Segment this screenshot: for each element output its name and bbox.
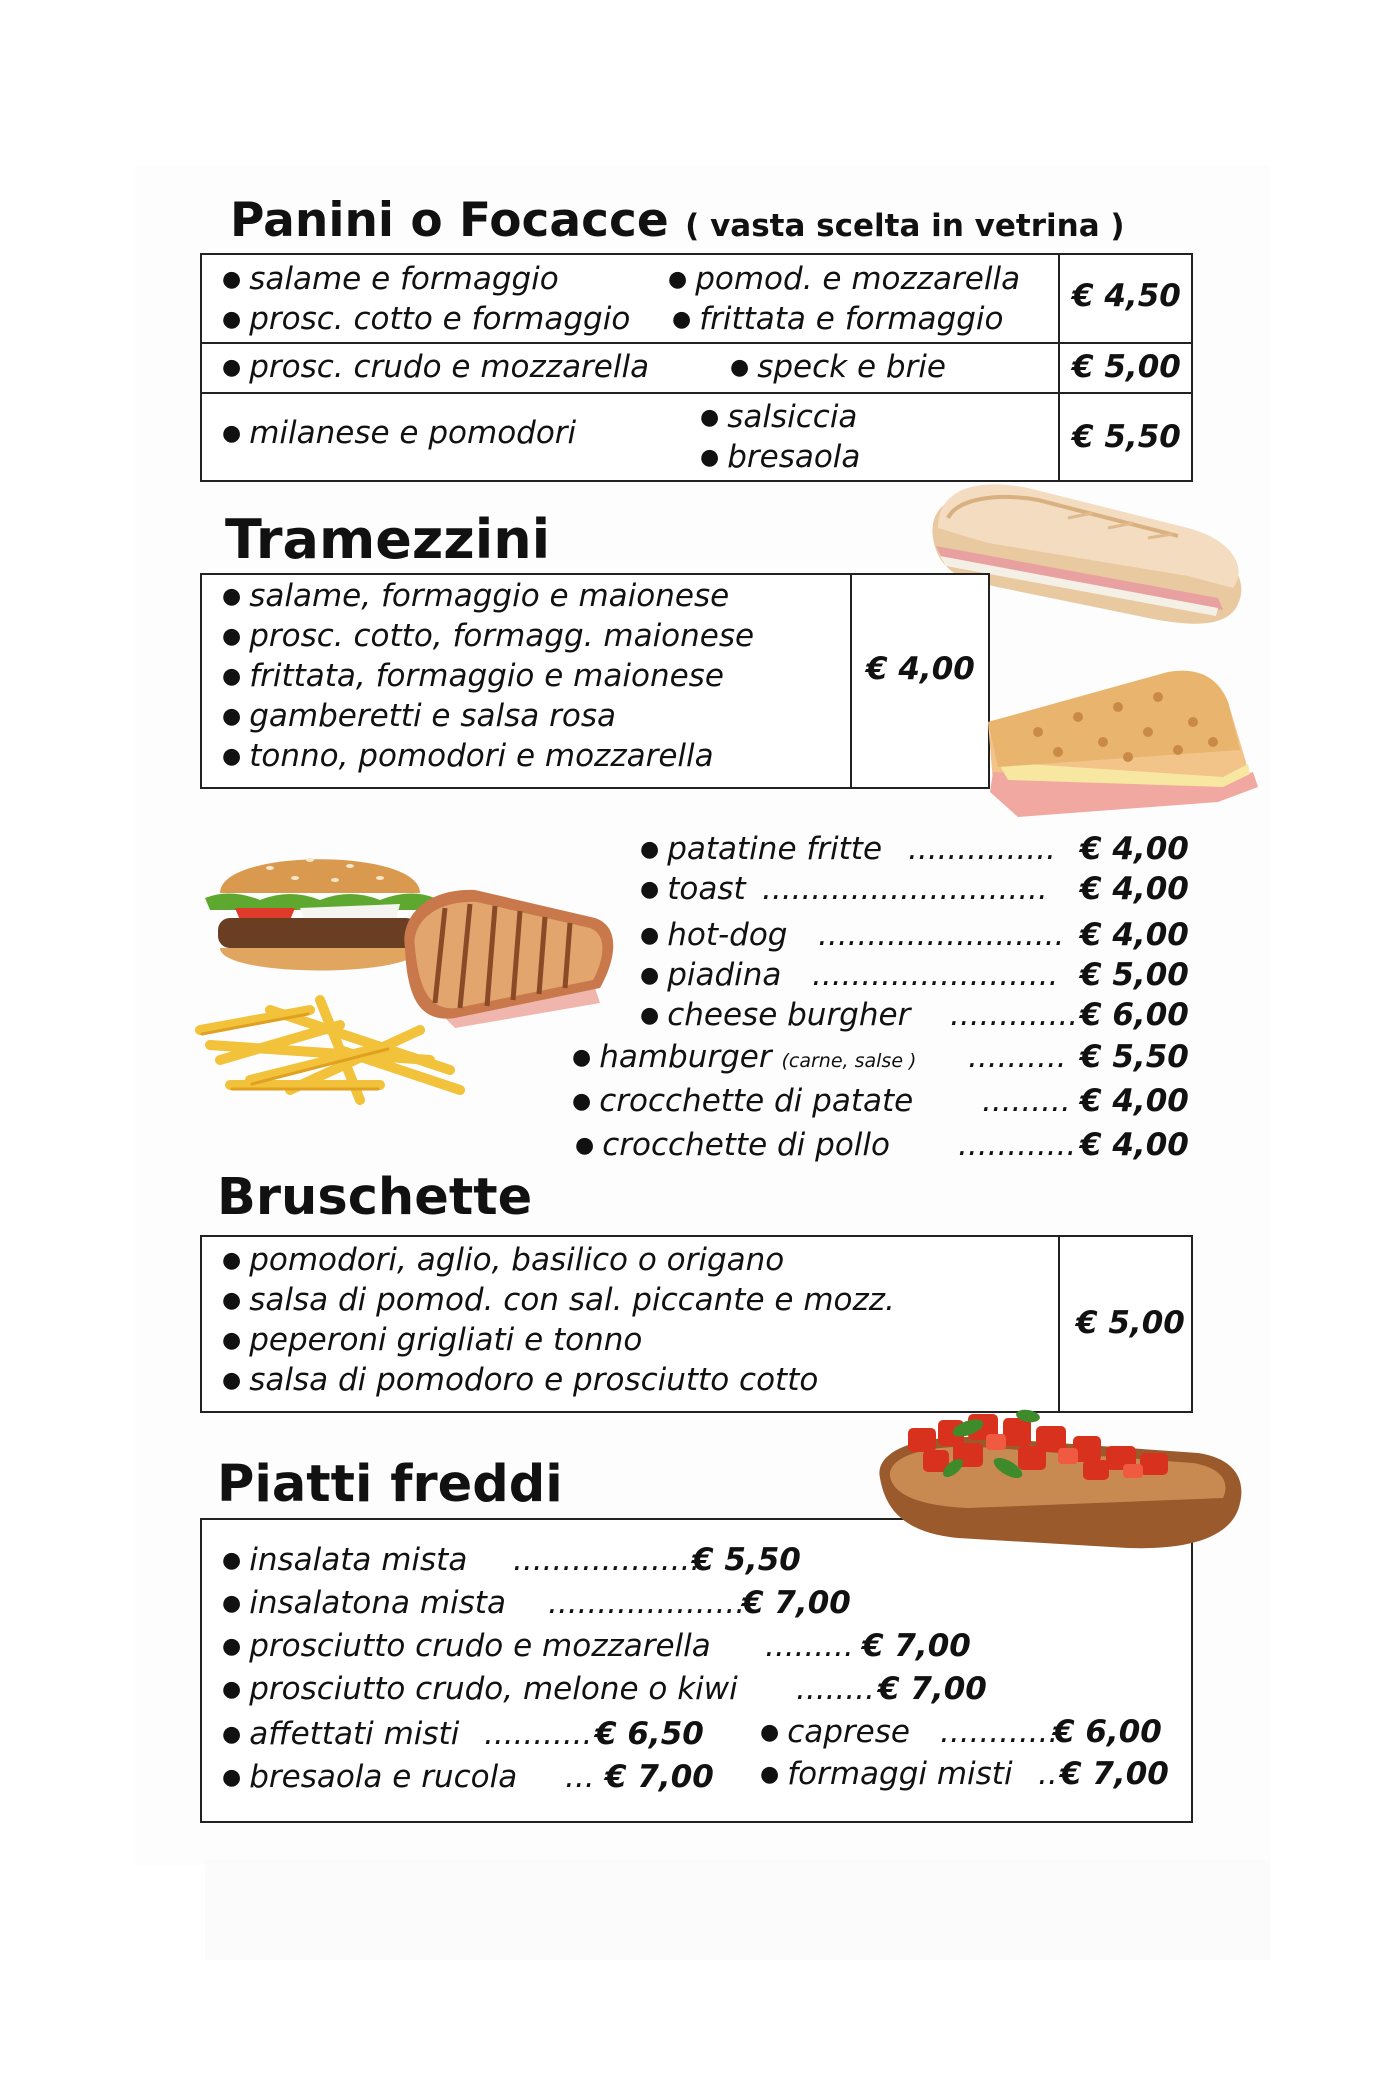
list-item xyxy=(222,1585,506,1621)
dish-dots: ............ xyxy=(940,1714,1059,1750)
list-item: ● bresaola xyxy=(700,442,860,473)
tramezzini-title: Tramezzini xyxy=(225,508,551,571)
list-item: ● speck e brie xyxy=(730,352,946,383)
price: € 5,00 xyxy=(1072,349,1181,385)
dish-name: prosciutto crudo, melone o kiwi xyxy=(249,1671,738,1707)
snack-item xyxy=(572,1039,917,1075)
list-item: ● pomod. e mozzarella xyxy=(668,264,1020,295)
bruschette-title: Bruschette xyxy=(217,1168,533,1227)
list-item: ● salsa di pomodoro e prosciutto cotto xyxy=(222,1365,818,1396)
price: € 4,00 xyxy=(1080,1127,1189,1163)
dish-dots: ........ xyxy=(796,1671,875,1707)
list-item xyxy=(222,1542,468,1578)
snack-item xyxy=(575,1127,890,1163)
list-item: ● prosc. cotto, formagg. maionese xyxy=(222,621,754,652)
list-item: ● frittata, formaggio e maionese xyxy=(222,661,724,692)
snack-name: hamburger xyxy=(599,1039,772,1075)
snack-dots: ......................... xyxy=(812,957,1059,993)
price: € 5,50 xyxy=(1080,1039,1189,1075)
price: € 5,50 xyxy=(692,1542,801,1578)
dish-dots: .................... xyxy=(548,1585,746,1621)
dish-name: caprese xyxy=(787,1714,910,1750)
piatti-title: Piatti freddi xyxy=(217,1455,563,1514)
price: € 7,00 xyxy=(1060,1756,1169,1792)
tramezzini-price-divider xyxy=(850,573,852,789)
list-item: ● tonno, pomodori e mozzarella xyxy=(222,741,714,772)
dish-dots: ........... xyxy=(484,1716,593,1752)
dish-name: bresaola e rucola xyxy=(249,1759,518,1795)
focaccia-sandwich-icon xyxy=(978,662,1268,822)
list-item xyxy=(760,1756,1013,1792)
price: € 4,00 xyxy=(1080,917,1189,953)
snack-name: patatine fritte xyxy=(667,831,883,867)
dish-name: affettati misti xyxy=(249,1716,460,1752)
list-item: ● salame e formaggio xyxy=(222,264,559,295)
snack-note: (carne, salse ) xyxy=(781,1050,917,1072)
list-item: ● prosc. crudo e mozzarella xyxy=(222,352,649,383)
list-item: ● frittata e formaggio xyxy=(672,304,1003,335)
snack-name: piadina xyxy=(667,957,782,993)
price: € 5,00 xyxy=(1076,1305,1185,1341)
list-item: ● milanese e pomodori xyxy=(222,418,576,449)
snack-item xyxy=(640,917,788,953)
snack-dots: ............ xyxy=(958,1127,1077,1163)
price: € 6,00 xyxy=(1053,1714,1162,1750)
list-item: ● salsa di pomod. con sal. piccante e mozz. xyxy=(222,1285,895,1316)
price: € 4,00 xyxy=(1080,871,1189,907)
panini-row-divider-2 xyxy=(200,392,1193,394)
list-item: ● prosc. cotto e formaggio xyxy=(222,304,630,335)
list-item xyxy=(760,1714,910,1750)
dish-name: insalatona mista xyxy=(249,1585,506,1621)
snack-dots: ............. xyxy=(950,997,1079,1033)
snack-name: toast xyxy=(667,871,746,907)
snack-name: crocchette di patate xyxy=(599,1083,914,1119)
list-item: ● salame, formaggio e maionese xyxy=(222,581,729,612)
price: € 4,00 xyxy=(1080,1083,1189,1119)
price: € 4,00 xyxy=(866,651,975,687)
price: € 7,00 xyxy=(862,1628,971,1664)
list-item xyxy=(222,1759,518,1795)
snack-dots: ............................. xyxy=(762,871,1048,907)
snack-item xyxy=(640,831,883,867)
panini-title-text: Panini o Focacce xyxy=(230,193,669,248)
panini-row-divider-1 xyxy=(200,342,1193,344)
snack-dots: ......................... xyxy=(818,917,1065,953)
menu-sheet-bottom xyxy=(205,1860,1270,1960)
list-item: ● peperoni grigliati e tonno xyxy=(222,1325,642,1356)
price: € 4,50 xyxy=(1072,278,1181,314)
list-item xyxy=(222,1628,711,1664)
price: € 7,00 xyxy=(878,1671,987,1707)
price: € 7,00 xyxy=(605,1759,714,1795)
dish-dots: ... xyxy=(565,1759,595,1795)
price: € 4,00 xyxy=(1080,831,1189,867)
snack-item xyxy=(640,957,782,993)
snack-item xyxy=(572,1083,914,1119)
panini-subtitle: ( vasta scelta in vetrina ) xyxy=(685,208,1125,244)
list-item xyxy=(222,1716,460,1752)
panini-title xyxy=(230,193,1125,248)
snack-name: cheese burgher xyxy=(667,997,911,1033)
dish-dots: .. xyxy=(1038,1756,1058,1792)
price: € 7,00 xyxy=(742,1585,851,1621)
dish-name: formaggi misti xyxy=(787,1756,1013,1792)
list-item: ● gamberetti e salsa rosa xyxy=(222,701,616,732)
list-item: ● salsiccia xyxy=(700,402,857,433)
price: € 5,50 xyxy=(1072,419,1181,455)
dish-dots: ................... xyxy=(513,1542,701,1578)
bruschetta-icon xyxy=(868,1398,1248,1558)
snack-dots: .......... xyxy=(968,1039,1067,1075)
list-item: ● pomodori, aglio, basilico o origano xyxy=(222,1245,784,1276)
dish-dots: ......... xyxy=(765,1628,854,1664)
snack-item xyxy=(640,871,746,907)
fries-icon xyxy=(190,990,470,1110)
dish-name: insalata mista xyxy=(249,1542,468,1578)
price: € 6,00 xyxy=(1080,997,1189,1033)
snack-item xyxy=(640,997,911,1033)
dish-name: prosciutto crudo e mozzarella xyxy=(249,1628,711,1664)
price: € 5,00 xyxy=(1080,957,1189,993)
snack-name: hot-dog xyxy=(667,917,788,953)
price: € 6,50 xyxy=(595,1716,704,1752)
snack-dots: ............... xyxy=(908,831,1056,867)
snack-dots: ......... xyxy=(982,1083,1071,1119)
panini-price-divider xyxy=(1058,253,1060,482)
list-item xyxy=(222,1671,738,1707)
bruschette-price-divider xyxy=(1058,1235,1060,1413)
snack-name: crocchette di pollo xyxy=(602,1127,890,1163)
